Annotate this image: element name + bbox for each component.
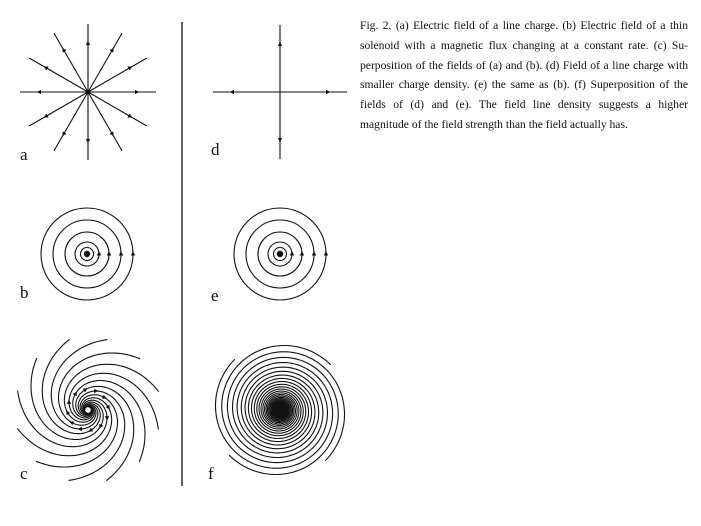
panel-b-field-arrow — [107, 251, 111, 256]
panel-label-b: b — [20, 283, 29, 302]
panel-a-field-line — [54, 92, 88, 151]
panel-b-core-dot — [84, 251, 90, 257]
panel-d-weak-line-charge-field — [213, 25, 347, 159]
panel-a-field-line — [88, 92, 147, 126]
panel-e-field-arrow — [324, 251, 328, 256]
panel-a-field-line — [29, 92, 88, 126]
panel-c-spiral-arm — [73, 381, 145, 463]
panel-e-core-dot — [277, 251, 283, 257]
panel-f-superposition — [216, 346, 345, 475]
panel-c-spiral-arm — [51, 340, 107, 429]
panel-label-c: c — [20, 464, 28, 483]
panel-c-superposition — [17, 339, 158, 480]
panel-b-field-arrow — [131, 251, 135, 256]
panel-c-spiral-arm — [36, 395, 118, 467]
panel-e-field-arrow — [300, 251, 304, 256]
panel-label-f: f — [208, 464, 214, 483]
panel-e-field-arrow — [290, 251, 294, 256]
panel-b-field-arrow — [97, 251, 101, 256]
panel-b-solenoid-field — [41, 208, 135, 300]
panel-c-spiral-arm — [31, 358, 103, 440]
panel-c-spiral-arm — [69, 391, 125, 480]
panel-a-field-line — [88, 58, 147, 92]
panel-a-field-line — [29, 58, 88, 92]
panel-b-field-arrow — [119, 251, 123, 256]
panel-f-core — [273, 403, 287, 417]
panel-label-e: e — [211, 286, 219, 305]
panel-c-spiral-arm — [18, 391, 107, 447]
panel-c-spiral-arm — [69, 373, 158, 429]
panel-label-d: d — [211, 140, 220, 159]
panel-e-field-arrow — [312, 251, 316, 256]
panel-c-spiral-arm — [59, 353, 141, 425]
panel-e-solenoid-field — [234, 208, 328, 300]
panel-a-field-line — [54, 33, 88, 92]
figure-caption: Fig. 2. (a) Electric field of a line charge. (b) Electric field of a thin solenoid with a magnetic flux changing at a constant rate. (c) Superposition of the fields of (a) and (b). (d) Field of a line charge with smaller charge density. (e) the same as (b). (f) Superposition of the fields of (d) and (e). The field line density suggests a higher magnitude of the field strength than the field actually has. — [360, 19, 688, 131]
panel-a-field-line — [88, 33, 122, 92]
panel-a-field-line — [88, 92, 122, 151]
panel-a-line-charge-field — [20, 24, 156, 160]
panel-label-a: a — [20, 145, 28, 164]
